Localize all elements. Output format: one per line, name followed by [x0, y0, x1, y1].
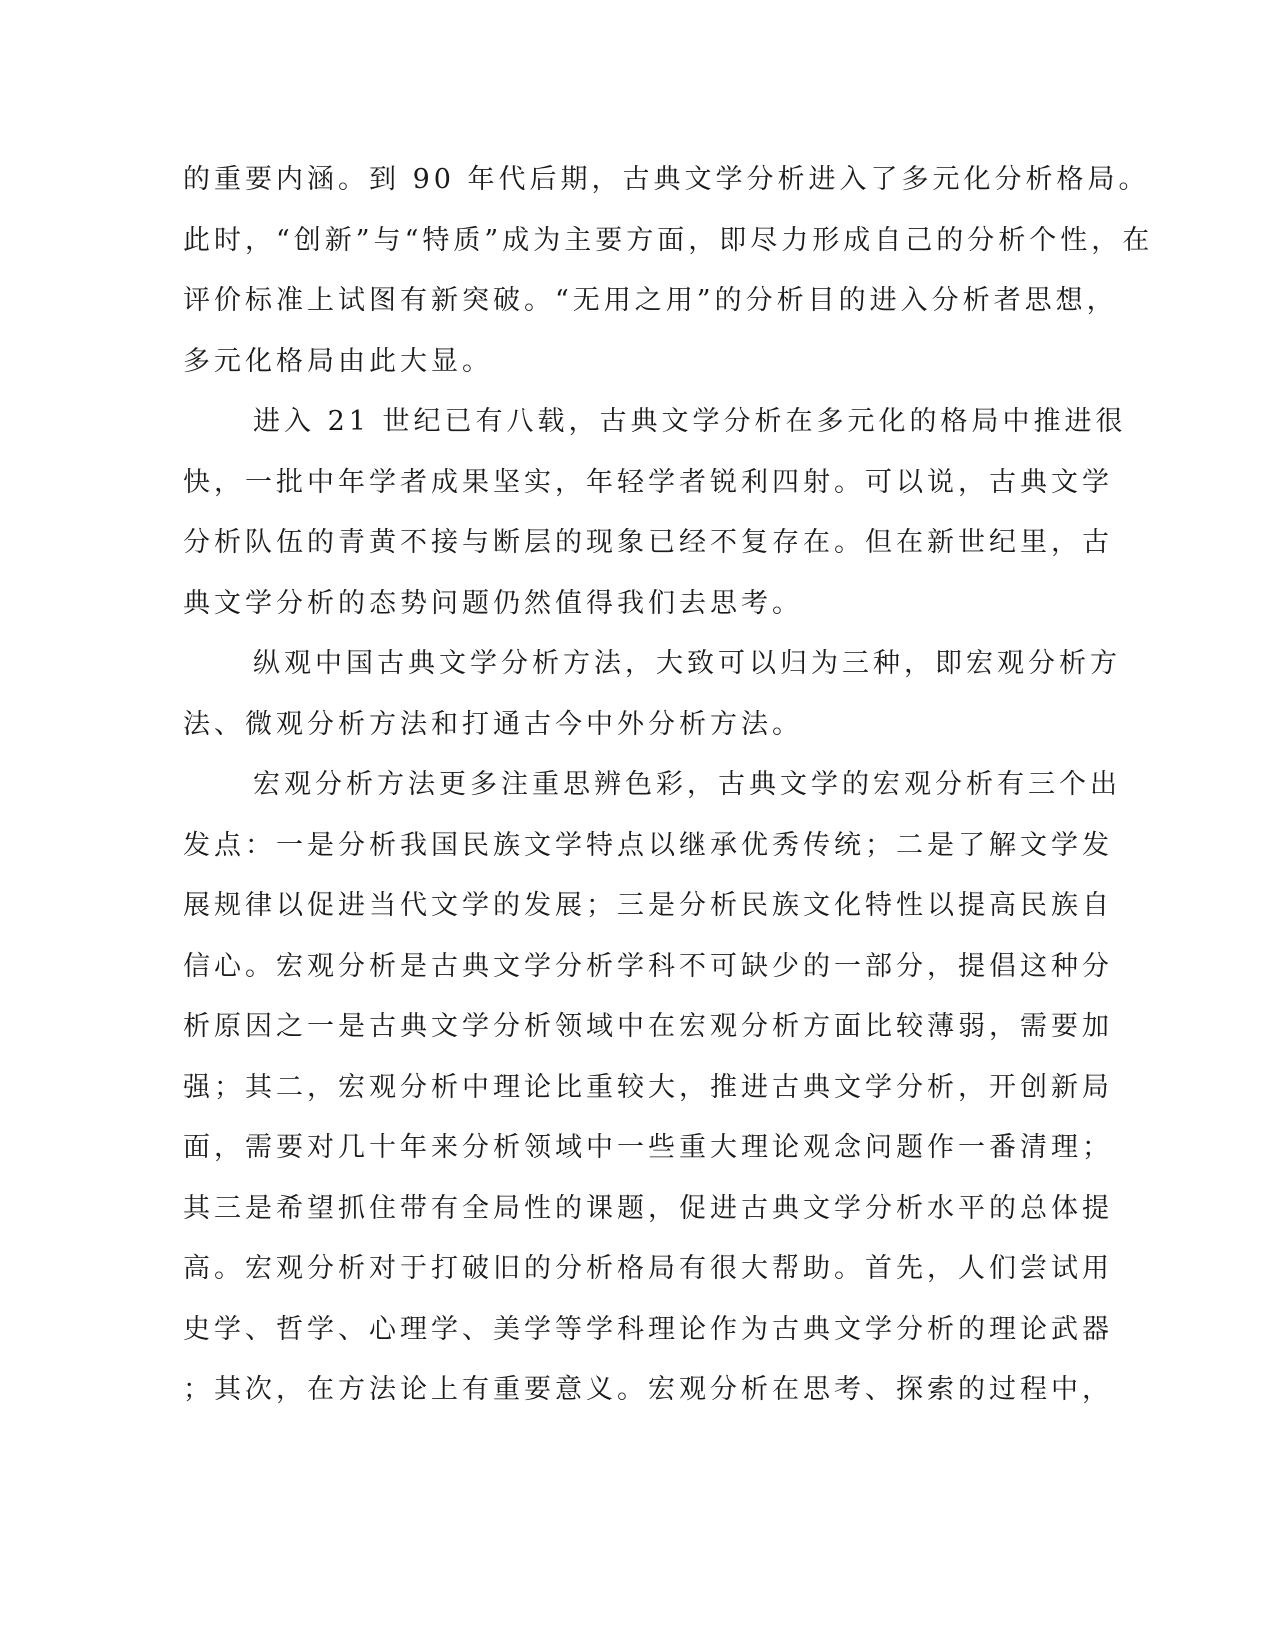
text-line: 多元化格局由此大显。	[183, 345, 493, 377]
body-text	[183, 150, 1154, 1421]
text-line: 的重要内涵。到 90 年代后期，古典文学分析进入了多元化分析格局。	[183, 164, 1150, 195]
paragraph-first-line: 纵观中国古典文学分析方法，大致可以归为三种，即宏观分析方	[253, 648, 1121, 679]
text-line: 快，一批中年学者成果坚实，年轻学者锐利四射。可以说，古典文学	[183, 466, 1113, 498]
text-line: 面，需要对几十年来分析领域中一些重大理论观念问题作一番清理；	[183, 1132, 1113, 1163]
text-line: 分析队伍的青黄不接与断层的现象已经不复存在。但在新世纪里，古	[183, 527, 1113, 558]
text-line: 发点：一是分析我国民族文学特点以继承优秀传统；二是了解文学发	[183, 829, 1113, 861]
text-line: ；其次，在方法论上有重要意义。宏观分析在思考、探索的过程中，	[183, 1374, 1113, 1405]
paragraph-first-line: 进入 21 世纪已有八载，古典文学分析在多元化的格局中推进很	[253, 406, 1127, 437]
text-line: 史学、哲学、心理学、美学等学科理论作为古典文学分析的理论武器	[183, 1313, 1113, 1345]
text-line: 信心。宏观分析是古典文学分析学科不可缺少的一部分，提倡这种分	[183, 950, 1113, 982]
text-line: 高。宏观分析对于打破旧的分析格局有很大帮助。首先，人们尝试用	[183, 1253, 1113, 1284]
text-line: 强；其二，宏观分析中理论比重较大，推进古典文学分析，开创新局	[183, 1071, 1113, 1103]
text-line: 法、微观分析方法和打通古今中外分析方法。	[183, 708, 803, 740]
text-line: 典文学分析的态势问题仍然值得我们去思考。	[183, 587, 803, 619]
text-line: 其三是希望抓住带有全局性的课题，促进古典文学分析水平的总体提	[183, 1192, 1113, 1224]
paragraph-first-line: 宏观分析方法更多注重思辨色彩，古典文学的宏观分析有三个出	[253, 769, 1121, 800]
text-line: 展规律以促进当代文学的发展；三是分析民族文化特性以提高民族自	[183, 890, 1113, 921]
text-line: 评价标准上试图有新突破。“无用之用”的分析目的进入分析者思想，	[183, 285, 1118, 316]
text-line: 析原因之一是古典文学分析领域中在宏观分析方面比较薄弱，需要加	[183, 1011, 1113, 1042]
text-line: 此时，“创新”与“特质”成为主要方面，即尽力形成自己的分析个性，在	[183, 224, 1154, 256]
